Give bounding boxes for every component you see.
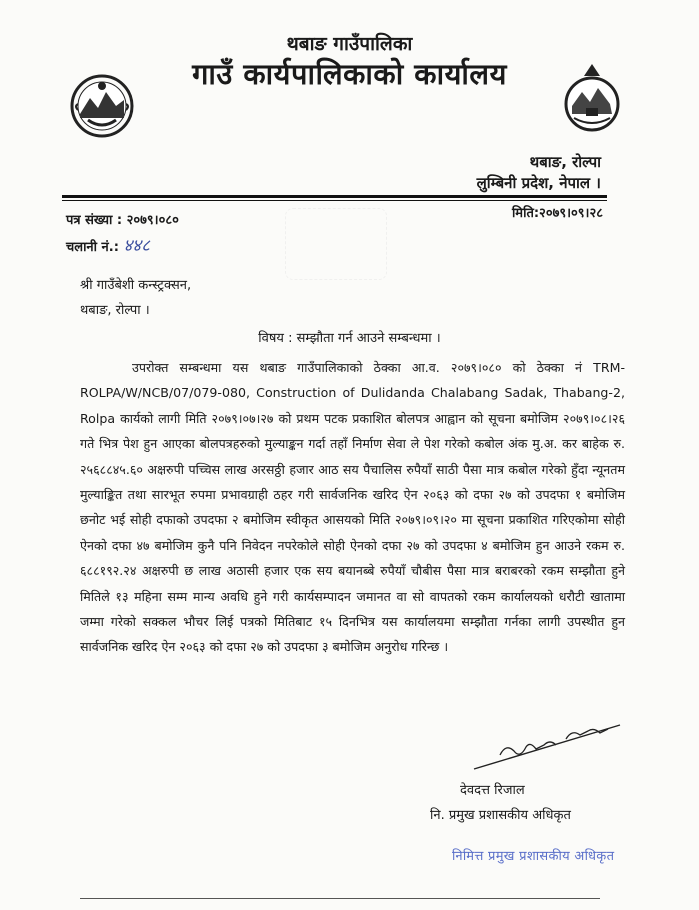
office-name: गाउँ कार्यपालिकाको कार्यालय xyxy=(192,57,507,91)
dispatch-label: चलानी नं.: xyxy=(66,240,119,255)
address-line-1: थबाङ, रोल्पा xyxy=(529,153,601,171)
signer-title: नि. प्रमुख प्रशासकीय अधिकृत xyxy=(430,808,571,823)
dispatch-number xyxy=(66,233,150,256)
handwritten-signature xyxy=(470,715,630,775)
recipient-name: श्री गाउँबेशी कन्स्ट्रक्सन, xyxy=(80,278,192,293)
nepal-emblem-icon xyxy=(70,74,134,138)
faint-stamp-mark xyxy=(285,208,387,280)
header-divider-thin xyxy=(62,200,607,201)
officer-stamp: निमित्त प्रमुख प्रशासकीय अधिकृत xyxy=(452,849,615,864)
footer-divider xyxy=(80,898,600,899)
dispatch-handwritten-value: ४४८ xyxy=(123,236,150,256)
signer-name: देवदत्त रिजाल xyxy=(460,783,525,798)
letter-body-text: उपरोक्त सम्बन्धमा यस थबाङ गाउँपालिकाको ठेक्का आ.व. २०७९।०८० को ठेक्का नं TRM-ROLPA/W/NCB/07/079-080, Construction of Dulidanda Chalabang Sadak, Thabang-2, Rolpa कार्यको लागी मिति २०७९।०७।२७ को प्रथम पटक प्रकाशित बोलपत्र आह्वान को सूचना बमोजिम २०७९।०८।२६ गते भित्र पेश हुन आएका बोलपत्रहरुको मुल्याङ्कन गर्दा तहाँ निर्माण सेवा ले पेश गरेको कबोल अंक मु.अ. कर बाहेक रु. २५६८८४५.६० अक्षरुपी पच्चिस लाख अरसठ्ठी हजार आठ सय पैचालिस रुपैयाँ साठी पैसा मात्र कबोल गरेको हुँदा न्यूनतम मुल्याङ्कित तथा सारभूत रुपमा प्रभावग्राही ठहर गरी सार्वजनिक खरिद ऐन २०६३ को दफा २७ को उपदफा १ बमोजिम छनोट भई सोही दफाको उपदफा २ बमोजिम स्वीकृत आसयको मिति २०७९।०९।२० मा सूचना प्रकाशित गरिएकोमा सोही ऐनको दफा ४७ बमोजिम कुनै पनि निवेदन नपरेकोले सोही ऐनको दफा २७ को उपदफा ४ बमोजिम हुन आउने रकम रु. ६८८१९२.२४ अक्षरुपी छ लाख अठासी हजार एक सय बयानब्बे रुपैयाँ चौबीस पैसा मात्र बराबरको रकम सम्झौता हुने मितिले १३ महिना सम्म मान्य अवधि हुने गरी कार्यसम्पादन जमानत वा सो वापतको रकम कार्यालयको धरौटी खातामा जम्मा गरेको सक्कल भौचर लिई पत्रको मितिबाट १५ दिनभित्र यस कार्यालयमा सम्झौता गर्नका लागी उपस्थीत हुन सार्वजनिक खरिद ऐन २०६३ को दफा २७ को उपदफा ३ बमोजिम अनुरोध गरिन्छ । xyxy=(80,360,625,655)
address-line-2: लुम्बिनी प्रदेश, नेपाल । xyxy=(476,174,601,192)
letter-subject: विषय : सम्झौता गर्न आउने सम्बन्धमा । xyxy=(258,331,441,346)
letter-date: मिति:२०७९।०९।२८ xyxy=(511,206,603,221)
letter-body xyxy=(80,355,625,660)
header-divider xyxy=(62,195,607,198)
municipality-name: थबाङ गाउँपालिका xyxy=(286,33,413,55)
letter-number: पत्र संख्या : २०७९।०८० xyxy=(66,213,179,228)
municipality-seal-icon xyxy=(560,62,624,134)
recipient-address: थबाङ, रोल्पा । xyxy=(80,303,150,318)
